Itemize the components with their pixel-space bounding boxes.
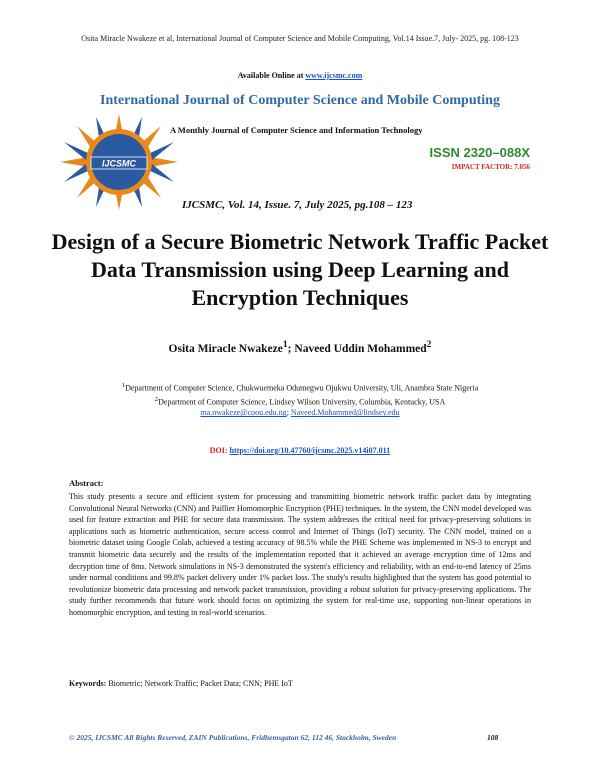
abstract-body: This study presents a secure and efficient system for processing and transmitting biometric network traffic packet data by integrating Convolutional Neural Networks (CNN) and Paillier Homomorphic Encryption (PHE) techniques. In the system, the CNN model developed was used for feature extraction and PHE for secure data transmission. The system addresses the critical need for privacy-preserving solutions in applications such as biometric authentication, secure access control and Internet of Things (IoT) security. The CNN model, trained on a biometric dataset using Google Colab, achieved a testing accuracy of 98.5% while the PHE Scheme was implemented in NS-3 to encrypt and transmit biometric data securely and the results of the implementation reported that it achieved an average encryption time of 12ms and decryption time of 8ms. Network simulations in NS-3 demonstrated the system's efficiency and reliability, with an end-to-end latency of 25ms under normal conditions and 99.8% packet delivery under 1% packet loss. The study's results highlighted that the system has good potential to revolutionize biometric data processing and network packet transmission, providing a robust solution for privacy-preserving applications. The study further recommends that future work should focus on optimizing the system for real-time use, supporting non-linear operations in homomorphic encryption, and testing in real-world scenarios. <box>69 492 531 617</box>
available-online <box>0 71 600 80</box>
keywords <box>69 679 293 688</box>
affiliation-1-mark: 1 <box>121 382 126 389</box>
keywords-label: Keywords: <box>69 679 109 688</box>
journal-seal-logo <box>58 112 180 212</box>
page-number: 108 <box>487 733 499 742</box>
author-1-affil-mark: 1 <box>282 339 288 350</box>
paper-title: Design of a Secure Biometric Network Traffic Packet Data Transmission using Deep Learning and Encryption Techniques <box>51 229 549 310</box>
journal-title: International Journal of Computer Science and Mobile Computing <box>100 93 500 108</box>
abstract-heading: Abstract: <box>69 478 104 488</box>
email-separator: ; <box>286 408 291 418</box>
affiliations <box>0 380 600 418</box>
author-separator: ; <box>287 342 295 355</box>
affiliation-2-text: Department of Computer Science, Lindsey Wilson University, Columbia, Kentucky, USA <box>158 397 446 407</box>
authors <box>0 339 600 355</box>
doi-label: DOI: <box>209 446 230 455</box>
author-emails <box>0 407 600 418</box>
author-2: Naveed Uddin Mohammed <box>294 342 427 355</box>
running-header: Osita Miracle Nwakeze et al, International Journal of Computer Science and Mobile Computing, Vol.14 Issue.7, July- 2025, pg. 108-123 <box>81 34 519 43</box>
seal-lettering: IJCSMC <box>101 158 137 169</box>
doi-link[interactable]: https://doi.org/10.47760/ijcsmc.2025.v14i07.011 <box>229 446 391 455</box>
doi <box>0 446 600 455</box>
impact-factor: IMPACT FACTOR: 7.056 <box>451 163 530 171</box>
copyright-footer: © 2025, IJCSMC All Rights Reserved, ZAIN Publications, Fridhemsgatan 62, 112 46, Stockholm, Sweden <box>69 733 397 742</box>
affiliation-2-mark: 2 <box>154 395 159 403</box>
author-2-affil-mark: 2 <box>426 339 432 350</box>
affiliation-2 <box>0 394 600 408</box>
journal-subtitle: A Monthly Journal of Computer Science and Information Technology <box>170 125 423 135</box>
issn: ISSN 2320–088X <box>429 145 530 160</box>
author-1: Osita Miracle Nwakeze <box>168 342 283 355</box>
email-link-2[interactable]: Naveed.Mohammed@lindsey.edu <box>290 408 400 418</box>
issue-citation: IJCSMC, Vol. 14, Issue. 7, July 2025, pg.108 – 123 <box>182 199 413 211</box>
affiliation-1-text: Department of Computer Science, Chukwuemeka Odumegwu Ojukwu University, Uli, Anambra State Nigeria <box>125 383 479 393</box>
affiliation-1 <box>0 380 600 394</box>
journal-website-link[interactable]: www.ijcsmc.com <box>305 71 363 80</box>
keywords-text: Biometric; Network Traffic; Packet Data; CNN; PHE IoT <box>108 679 293 688</box>
email-link-1[interactable]: ma.nwakeze@coou.edu.ng <box>200 408 287 418</box>
available-prefix: Available Online at <box>237 71 306 80</box>
